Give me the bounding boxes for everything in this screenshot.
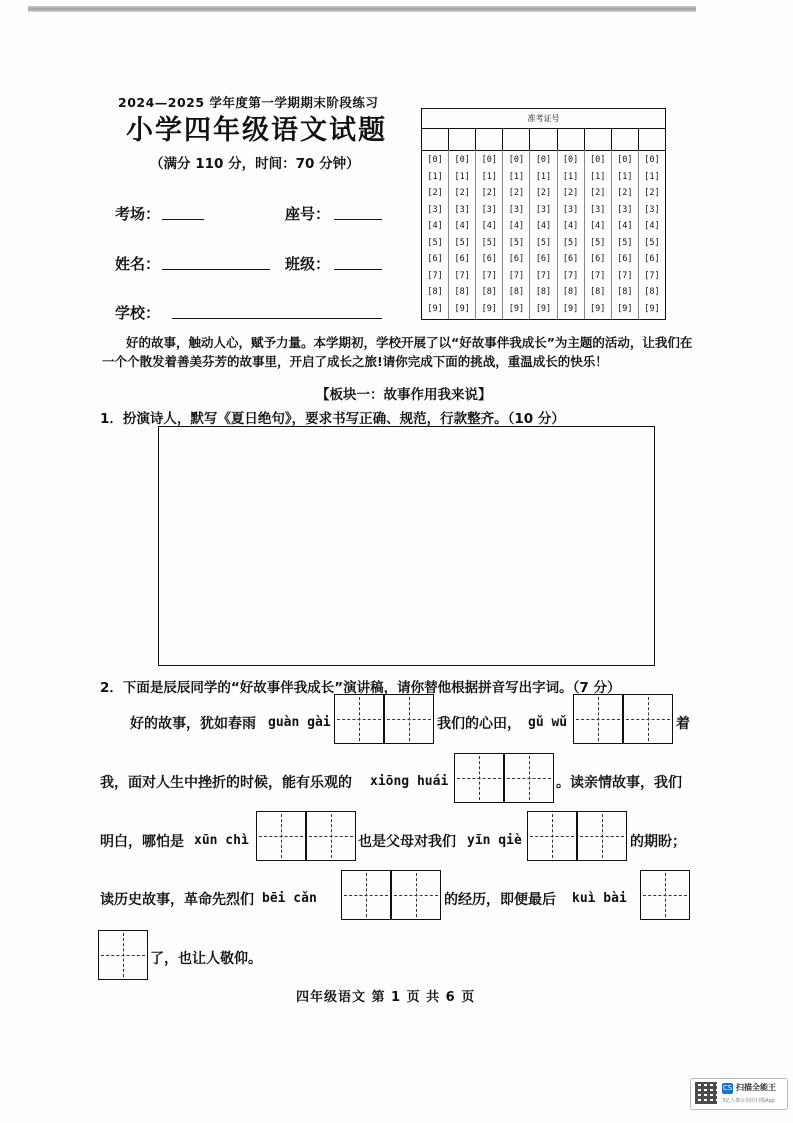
digit-bubble[interactable]: [7] <box>427 270 443 281</box>
digit-bubble[interactable]: [1] <box>535 171 552 182</box>
digit-bubble[interactable]: [7] <box>644 270 660 281</box>
digit-bubble[interactable]: [2] <box>535 188 552 199</box>
digit-bubble[interactable]: [3] <box>617 204 633 215</box>
pinyin: kuì bài <box>572 891 627 906</box>
digit-bubble[interactable]: [5] <box>590 237 606 248</box>
digit-bubble[interactable]: [6] <box>454 254 470 265</box>
digit-column <box>585 150 612 319</box>
name-label: 姓名： <box>115 255 161 273</box>
digit-bubble[interactable]: [7] <box>535 270 552 281</box>
tianzige-box[interactable] <box>306 811 356 861</box>
digit-bubble[interactable]: [7] <box>508 270 525 281</box>
exam-room-input[interactable] <box>162 218 204 220</box>
digit-bubble[interactable]: [5] <box>427 237 443 248</box>
digit-bubble[interactable]: [1] <box>644 171 660 182</box>
poem-writing-box[interactable] <box>158 426 655 666</box>
q2-text: 明白，哪怕是 <box>100 834 184 850</box>
digit-bubble[interactable]: [8] <box>590 287 606 298</box>
school-input[interactable] <box>172 317 382 319</box>
section-title: 【板块一：故事作用我来说】 <box>316 387 492 403</box>
digit-bubble[interactable]: [6] <box>427 254 443 265</box>
digit-bubble[interactable]: [5] <box>644 237 660 248</box>
digit-bubble[interactable]: [6] <box>644 254 660 265</box>
tianzige-box[interactable] <box>454 753 504 803</box>
digit-bubble[interactable]: [9] <box>590 303 606 314</box>
q2-text: 读历史故事，革命先烈们 <box>100 892 254 908</box>
digit-bubble[interactable]: [0] <box>508 155 525 166</box>
digit-bubble[interactable]: [2] <box>427 188 443 199</box>
badge-name: 扫描全能王 <box>736 1083 776 1092</box>
digit-bubble[interactable]: [2] <box>590 188 606 199</box>
digit-bubble[interactable]: [2] <box>617 188 633 199</box>
tianzige-box[interactable] <box>391 870 441 920</box>
digit-bubble[interactable]: [3] <box>562 204 579 215</box>
digit-bubble[interactable]: [4] <box>562 221 579 232</box>
digit-bubble[interactable]: [1] <box>508 171 525 182</box>
number-entry-box[interactable] <box>503 128 530 150</box>
digit-column <box>558 150 585 319</box>
digit-bubble[interactable]: [9] <box>644 303 660 314</box>
pinyin: xiōng huái <box>370 774 449 789</box>
digit-bubble[interactable]: [2] <box>562 188 579 199</box>
digit-bubble[interactable]: [1] <box>427 171 443 182</box>
digit-bubble[interactable]: [9] <box>535 303 552 314</box>
exam-subtitle: （满分 110 分，时间：70 分钟） <box>150 156 360 172</box>
question-2: 2．下面是辰辰同学的“好故事伴我成长”演讲稿，请你替他根据拼音写出字词。（7 分） <box>100 680 621 696</box>
digit-column <box>476 150 503 319</box>
digit-bubble[interactable]: [1] <box>562 171 579 182</box>
q2-text: 。读亲情故事，我们 <box>556 775 682 791</box>
digit-bubble[interactable]: [1] <box>481 171 497 182</box>
digit-bubble[interactable]: [8] <box>644 287 660 298</box>
number-entry-box[interactable] <box>530 128 557 150</box>
tianzige-box[interactable] <box>504 753 554 803</box>
digit-bubble[interactable]: [6] <box>562 254 579 265</box>
number-entry-box[interactable] <box>449 128 476 150</box>
qr-code-icon <box>695 1082 717 1104</box>
year-line: 2024—2025 学年度第一学期期末阶段练习 <box>118 95 379 110</box>
tianzige-box[interactable] <box>640 870 690 920</box>
digit-bubble[interactable]: [8] <box>508 287 525 298</box>
digit-bubble[interactable]: [6] <box>481 254 497 265</box>
digit-bubble[interactable]: [0] <box>454 155 470 166</box>
digit-bubble[interactable]: [4] <box>508 221 525 232</box>
q2-text: 的期盼； <box>630 834 686 850</box>
page-title: 小学四年级语文试题 <box>126 115 387 146</box>
number-entry-box[interactable] <box>422 128 449 150</box>
pinyin: yīn qiè <box>467 833 522 848</box>
digit-bubble[interactable]: [7] <box>481 270 497 281</box>
intro-paragraph: 好的故事，触动人心，赋予力量。本学期初，学校开展了以“好故事伴我成长”为主题的活动，让我们在一个个散发着善美芬芳的故事里，开启了成长之旅!请你完成下面的挑战，重温成长的快乐！ <box>102 335 693 369</box>
digit-bubble[interactable]: [7] <box>617 270 633 281</box>
q2-text: 也是父母对我们 <box>358 834 456 850</box>
digit-bubble[interactable]: [1] <box>454 171 470 182</box>
exam-room-label: 考场： <box>115 205 161 223</box>
digit-bubble[interactable]: [5] <box>454 237 470 248</box>
digit-bubble[interactable]: [5] <box>535 237 552 248</box>
digit-bubble[interactable]: [0] <box>481 155 497 166</box>
digit-bubble[interactable]: [8] <box>535 287 552 298</box>
digit-bubble[interactable]: [6] <box>617 254 633 265</box>
digit-bubble[interactable]: [3] <box>508 204 525 215</box>
tianzige-box[interactable] <box>334 694 384 744</box>
digit-bubble[interactable]: [2] <box>454 188 470 199</box>
digit-bubble[interactable]: [7] <box>590 270 606 281</box>
digit-column <box>639 150 665 319</box>
number-entry-box[interactable] <box>476 128 503 150</box>
digit-bubble[interactable]: [4] <box>481 221 497 232</box>
digit-bubble[interactable]: [3] <box>644 204 660 215</box>
badge-subtitle: 3亿人都在用的扫描App <box>722 1098 775 1104</box>
tianzige-box[interactable] <box>573 694 623 744</box>
number-entry-box[interactable] <box>612 128 639 150</box>
digit-bubble[interactable]: [4] <box>535 221 552 232</box>
grid-digit-columns <box>422 150 665 319</box>
seat-label: 座号： <box>285 205 331 223</box>
tianzige-box[interactable] <box>341 870 391 920</box>
digit-bubble[interactable]: [8] <box>454 287 470 298</box>
digit-bubble[interactable]: [5] <box>617 237 633 248</box>
name-input[interactable] <box>162 268 270 270</box>
number-entry-box[interactable] <box>558 128 585 150</box>
digit-bubble[interactable]: [7] <box>454 270 470 281</box>
digit-bubble[interactable]: [0] <box>562 155 579 166</box>
digit-column <box>612 150 639 319</box>
digit-column <box>422 150 449 319</box>
digit-bubble[interactable]: [0] <box>644 155 660 166</box>
q2-text: 我们的心田， <box>437 716 521 732</box>
page-footer: 四年级语文 第 1 页 共 6 页 <box>296 990 476 1005</box>
candidate-number-grid <box>421 108 666 320</box>
q2-text: 好的故事，犹如春雨 <box>130 716 256 732</box>
digit-bubble[interactable]: [8] <box>617 287 633 298</box>
digit-bubble[interactable]: [3] <box>427 204 443 215</box>
digit-bubble[interactable]: [9] <box>562 303 579 314</box>
class-input[interactable] <box>334 268 382 270</box>
seat-input[interactable] <box>334 218 382 220</box>
digit-bubble[interactable]: [2] <box>481 188 497 199</box>
digit-bubble[interactable]: [9] <box>454 303 470 314</box>
digit-bubble[interactable]: [9] <box>427 303 443 314</box>
class-label: 班级： <box>285 255 331 273</box>
digit-bubble[interactable]: [6] <box>535 254 552 265</box>
digit-bubble[interactable]: [3] <box>535 204 552 215</box>
q2-text: 了，也让人敬仰。 <box>150 951 262 967</box>
digit-bubble[interactable]: [5] <box>508 237 525 248</box>
digit-column <box>449 150 476 319</box>
q2-text: 我，面对人生中挫折的时候，能有乐观的 <box>100 775 352 791</box>
tianzige-box[interactable] <box>384 694 434 744</box>
digit-bubble[interactable]: [9] <box>617 303 633 314</box>
digit-bubble[interactable]: [4] <box>644 221 660 232</box>
digit-bubble[interactable]: [0] <box>427 155 443 166</box>
pinyin: bēi cǎn <box>262 891 317 906</box>
school-label: 学校： <box>115 304 161 322</box>
tianzige-box[interactable] <box>623 694 673 744</box>
digit-bubble[interactable]: [3] <box>481 204 497 215</box>
tianzige-box[interactable] <box>98 930 148 980</box>
digit-bubble[interactable]: [0] <box>617 155 633 166</box>
camscanner-logo-icon: CS <box>722 1084 733 1092</box>
digit-bubble[interactable]: [1] <box>617 171 633 182</box>
tianzige-box[interactable] <box>577 811 627 861</box>
digit-bubble[interactable]: [4] <box>427 221 443 232</box>
digit-bubble[interactable]: [6] <box>590 254 606 265</box>
q2-text: 着 <box>676 716 690 732</box>
pinyin: xūn chì <box>194 833 249 848</box>
grid-header: 准考证号 <box>422 109 665 129</box>
grid-entry-row <box>422 128 665 151</box>
tianzige-box[interactable] <box>256 811 306 861</box>
number-entry-box[interactable] <box>585 128 612 150</box>
digit-bubble[interactable]: [2] <box>644 188 660 199</box>
digit-bubble[interactable]: [3] <box>454 204 470 215</box>
digit-bubble[interactable]: [0] <box>590 155 606 166</box>
digit-bubble[interactable]: [0] <box>535 155 552 166</box>
digit-column <box>503 150 530 319</box>
digit-bubble[interactable]: [2] <box>508 188 525 199</box>
digit-bubble[interactable]: [8] <box>427 287 443 298</box>
digit-column <box>530 150 557 319</box>
scanner-watermark <box>690 1078 788 1110</box>
digit-bubble[interactable]: [1] <box>590 171 606 182</box>
digit-bubble[interactable]: [5] <box>562 237 579 248</box>
digit-bubble[interactable]: [3] <box>590 204 606 215</box>
tianzige-box[interactable] <box>527 811 577 861</box>
digit-bubble[interactable]: [4] <box>617 221 633 232</box>
digit-bubble[interactable]: [4] <box>590 221 606 232</box>
scan-artifact-bar <box>28 6 696 12</box>
digit-bubble[interactable]: [9] <box>481 303 497 314</box>
digit-bubble[interactable]: [7] <box>562 270 579 281</box>
digit-bubble[interactable]: [5] <box>481 237 497 248</box>
digit-bubble[interactable]: [8] <box>562 287 579 298</box>
pinyin: gǔ wǔ <box>528 715 568 730</box>
number-entry-box[interactable] <box>639 128 665 150</box>
digit-bubble[interactable]: [9] <box>508 303 525 314</box>
pinyin: guàn gài <box>268 715 331 730</box>
digit-bubble[interactable]: [8] <box>481 287 497 298</box>
digit-bubble[interactable]: [4] <box>454 221 470 232</box>
digit-bubble[interactable]: [6] <box>508 254 525 265</box>
q2-text: 的经历，即便最后 <box>444 892 556 908</box>
question-1: 1．扮演诗人，默写《夏日绝句》，要求书写正确、规范，行款整齐。（10 分） <box>100 411 565 427</box>
